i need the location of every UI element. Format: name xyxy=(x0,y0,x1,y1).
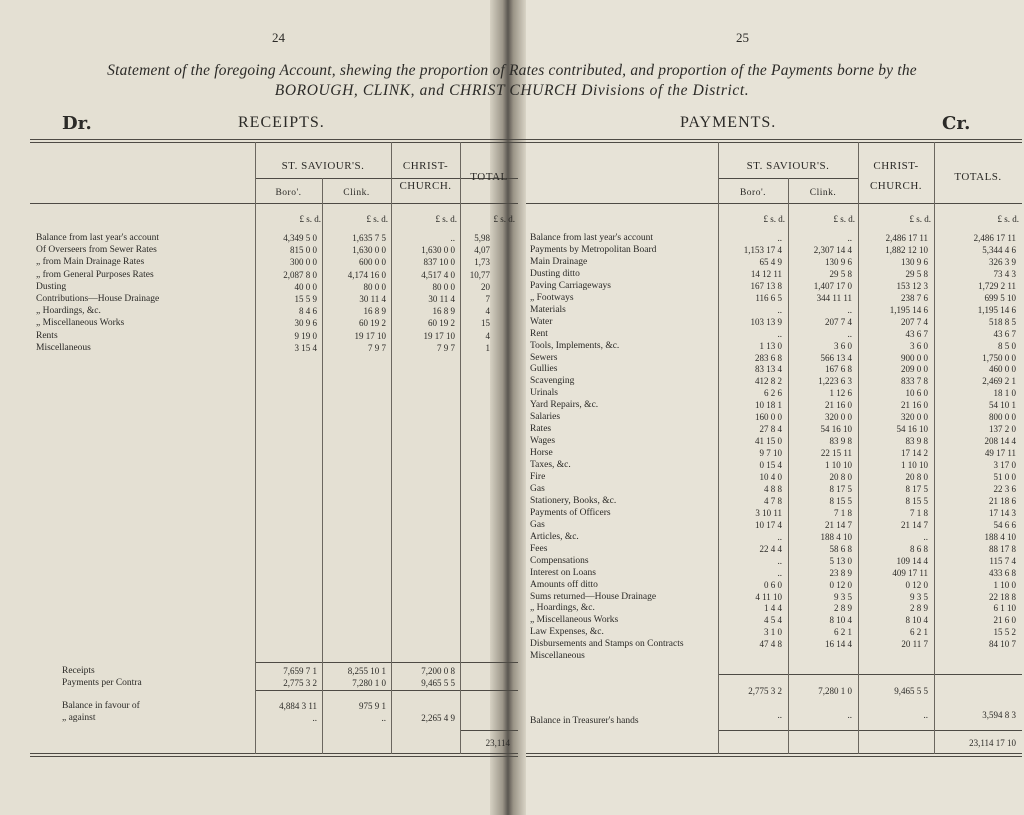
receipt-label: Rents xyxy=(36,330,58,341)
payment-boro: 167 13 8 xyxy=(750,280,782,291)
payment-label: Amounts off ditto xyxy=(530,579,598,590)
payment-boro: 412 8 2 xyxy=(755,376,782,387)
payment-clink: 1,223 6 3 xyxy=(818,376,852,387)
payment-total: 51 0 0 xyxy=(993,472,1016,482)
payment-clink: 21 14 7 xyxy=(825,519,852,530)
payment-clink: 1 12 6 xyxy=(829,388,852,399)
left-grand-total: 23,114 xyxy=(485,738,510,748)
payment-clink: 29 5 8 xyxy=(829,268,852,279)
payment-total: 460 0 0 xyxy=(989,364,1016,375)
right-page-number: 25 xyxy=(736,30,749,45)
payment-label: Balance from last year's account xyxy=(530,233,654,243)
receipt-label: „ Hoardings, &c. xyxy=(36,306,101,317)
christ-heading-left: CHRIST- xyxy=(402,160,449,172)
receipt-total: 20 xyxy=(481,281,490,292)
payment-clink: 3 6 0 xyxy=(834,340,852,351)
payment-boro: 10 4 0 xyxy=(759,472,782,482)
payment-clink: 20 8 0 xyxy=(829,472,852,482)
payment-christ: 8 15 5 xyxy=(905,495,928,506)
payment-christ: 409 17 11 xyxy=(892,567,928,578)
receipts-heading: RECEIPTS. xyxy=(238,114,325,131)
receipt-christ: 30 11 4 xyxy=(428,294,455,304)
payment-boro: .. xyxy=(777,233,782,243)
payment-summary-clink: .. xyxy=(847,710,852,720)
payment-clink: 130 9 6 xyxy=(825,256,852,267)
book-gutter xyxy=(490,0,526,815)
payment-total: 1 10 0 xyxy=(993,579,1016,590)
totals-heading-right: TOTALS. xyxy=(954,171,1002,183)
payment-label: Stationery, Books, &c. xyxy=(530,495,617,506)
receipt-total: 4 xyxy=(485,330,490,341)
receipt-label: Of Overseers from Sewer Rates xyxy=(36,245,157,256)
receipt-label: Dusting xyxy=(36,281,67,292)
payment-boro: 4 5 4 xyxy=(764,615,782,626)
receipt-total: 4,07 xyxy=(474,245,490,256)
receipt-total: 4 xyxy=(485,306,490,317)
payment-label: „ Footways xyxy=(530,292,574,303)
payment-clink: 2,307 14 4 xyxy=(813,244,852,255)
receipt-boro: 2,087 8 0 xyxy=(283,269,317,280)
payment-total: 1,729 2 11 xyxy=(978,280,1016,291)
receipt-clink: 1,635 7 5 xyxy=(352,233,386,243)
payment-label: Scavenging xyxy=(530,376,575,387)
payment-boro: 1,153 17 4 xyxy=(743,244,782,255)
payment-label: Materials xyxy=(530,304,566,315)
payment-total: 1,750 0 0 xyxy=(982,352,1016,363)
payment-label: Compensations xyxy=(530,555,589,566)
payment-label: Gas xyxy=(530,519,545,530)
payment-clink: 8 17 5 xyxy=(829,483,852,494)
payment-label: Yard Repairs, &c. xyxy=(530,400,599,411)
payment-boro: 22 4 4 xyxy=(759,543,782,554)
payment-christ: 153 12 3 xyxy=(896,280,928,291)
payment-total: 2,486 17 11 xyxy=(973,233,1016,243)
payment-christ: 109 14 4 xyxy=(896,555,928,566)
receipt-christ: 16 8 9 xyxy=(432,306,455,317)
receipt-summary-clink: 975 9 1 xyxy=(359,701,386,711)
left-page-number: 24 xyxy=(272,30,285,45)
payment-christ: 8 10 4 xyxy=(905,615,928,626)
receipt-christ: 60 19 2 xyxy=(428,318,455,329)
payment-christ: 8 17 5 xyxy=(905,483,928,494)
payment-christ: 3 6 0 xyxy=(910,340,928,351)
payment-summary-boro: 2,775 3 2 xyxy=(748,686,782,696)
payment-label: Tools, Implements, &c. xyxy=(530,340,620,351)
payment-summary-total: 3,594 8 3 xyxy=(982,710,1016,720)
receipt-boro: 9 19 0 xyxy=(294,330,317,341)
receipt-christ: 80 0 0 xyxy=(432,281,455,292)
receipt-boro: 300 0 0 xyxy=(290,257,317,268)
payment-clink: 2 8 9 xyxy=(834,603,852,614)
payment-total: 518 8 5 xyxy=(989,316,1016,327)
clink-heading-left: Clink. xyxy=(343,188,370,198)
payment-total: 22 18 8 xyxy=(989,591,1016,602)
payment-clink: 1,407 17 0 xyxy=(813,280,852,291)
left-header-bottom-rule xyxy=(30,203,518,204)
payment-label: Sewers xyxy=(530,352,558,363)
receipt-total: 15 xyxy=(481,318,490,329)
church-heading-left: CHURCH. xyxy=(399,180,452,192)
receipt-summary-label: Balance in favour of xyxy=(62,701,140,711)
receipt-christ: 1,630 0 0 xyxy=(421,245,455,256)
payment-total: 6 1 10 xyxy=(993,603,1016,614)
payment-summary-christ: .. xyxy=(923,710,928,720)
payment-clink: 22 15 11 xyxy=(820,448,852,459)
payment-summary-clink: 7,280 1 0 xyxy=(818,686,852,696)
payment-christ: 2,486 17 11 xyxy=(885,233,928,243)
units-label: £ s. d. xyxy=(493,214,515,224)
payment-total: 21 18 6 xyxy=(989,495,1016,506)
payments-heading: PAYMENTS. xyxy=(680,114,777,131)
left-bottom-rule-2 xyxy=(30,756,518,757)
top-rule-2 xyxy=(30,142,1022,143)
payment-boro: 3 10 11 xyxy=(755,507,782,518)
payment-label: Law Expenses, &c. xyxy=(530,627,604,638)
units-label: £ s. d. xyxy=(909,214,931,224)
payment-boro: 4 11 10 xyxy=(755,591,782,602)
payment-clink: 54 16 10 xyxy=(820,424,852,435)
payment-boro: .. xyxy=(777,531,782,542)
receipt-clink: 19 17 10 xyxy=(354,330,386,341)
receipt-label: Balance from last year's account xyxy=(36,233,160,243)
payment-label: Fees xyxy=(530,543,548,554)
payment-boro: .. xyxy=(777,567,782,578)
payment-label: Interest on Loans xyxy=(530,567,596,578)
payment-total: 326 3 9 xyxy=(989,256,1016,267)
payment-christ: 0 12 0 xyxy=(905,579,928,590)
payment-boro: .. xyxy=(777,555,782,566)
receipt-clink: 30 11 4 xyxy=(359,294,386,304)
receipt-summary-label: Receipts xyxy=(62,666,95,676)
payment-label: Articles, &c. xyxy=(530,531,579,542)
payment-label: Water xyxy=(530,316,553,327)
payment-christ: 17 14 2 xyxy=(901,448,928,459)
payment-clink: 7 1 8 xyxy=(834,507,852,518)
payment-total: 699 5 10 xyxy=(984,292,1016,303)
payment-total: 3 17 0 xyxy=(993,460,1016,471)
payment-clink: 83 9 8 xyxy=(829,436,852,447)
payment-label: Salaries xyxy=(530,412,561,423)
receipt-boro: 40 0 0 xyxy=(294,281,317,292)
left-bottom-rule xyxy=(30,753,518,754)
payment-label: Payments by Metropolitan Board xyxy=(530,244,657,255)
payment-total: 84 10 7 xyxy=(989,639,1016,650)
receipt-label: „ from General Purposes Rates xyxy=(36,269,154,280)
payment-boro: 160 0 0 xyxy=(755,412,782,423)
statement-title: Statement of the foregoing Account, shewing the proportion of Rates contributed, and proportion of the Payments borne by the xyxy=(107,62,917,79)
right-grand-total: 23,114 17 10 xyxy=(969,738,1016,748)
receipt-summary-clink: 7,280 1 0 xyxy=(352,678,386,688)
payment-christ: 1,195 14 6 xyxy=(889,304,928,315)
total-heading-left: TOTAL xyxy=(470,171,508,183)
receipt-summary-christ: 9,465 5 5 xyxy=(421,678,455,688)
payment-clink: 320 0 0 xyxy=(825,412,852,423)
payment-boro: 10 18 1 xyxy=(755,400,782,411)
payment-christ: 2 8 9 xyxy=(910,603,928,614)
payment-label: Urinals xyxy=(530,388,558,399)
payment-total: 17 14 3 xyxy=(989,507,1016,518)
receipt-summary-clink: .. xyxy=(381,713,386,723)
payment-christ: 209 0 0 xyxy=(901,364,928,375)
payment-christ: 1 10 10 xyxy=(901,460,928,471)
payment-total: 18 1 0 xyxy=(993,388,1016,399)
receipt-summary-label: Payments per Contra xyxy=(62,678,142,688)
payment-label: Fire xyxy=(530,472,546,482)
payment-total: 115 7 4 xyxy=(989,555,1016,566)
payment-label: Horse xyxy=(530,448,553,459)
st-saviours-heading-right: ST. SAVIOUR'S. xyxy=(746,160,830,172)
receipt-summary-christ: 2,265 4 9 xyxy=(421,713,455,723)
units-label: £ s. d. xyxy=(299,214,321,224)
receipt-label: „ Miscellaneous Works xyxy=(36,318,125,329)
receipt-total: 10,77 xyxy=(469,269,490,280)
payment-clink: 8 10 4 xyxy=(829,615,852,626)
payment-clink: 9 3 5 xyxy=(834,591,852,602)
receipt-summary-clink: 8,255 10 1 xyxy=(347,666,386,676)
payment-label: Paving Carriageways xyxy=(530,280,611,291)
right-header-bottom-rule xyxy=(526,203,1022,204)
payment-christ: 207 7 4 xyxy=(901,316,928,327)
payment-boro: 47 4 8 xyxy=(759,639,782,650)
payment-christ: 8 6 8 xyxy=(910,543,928,554)
receipt-label: „ from Main Drainage Rates xyxy=(36,257,145,268)
receipt-clink: 1,630 0 0 xyxy=(352,245,386,256)
payment-label: Rent xyxy=(530,328,548,339)
payment-boro: 4 8 8 xyxy=(764,483,782,494)
payment-christ: 6 2 1 xyxy=(910,627,928,638)
payment-summary-boro: .. xyxy=(777,710,782,720)
payment-label: Miscellaneous xyxy=(530,651,585,662)
payment-total: 137 2 0 xyxy=(989,424,1016,435)
receipt-summary-boro: .. xyxy=(312,713,317,723)
payment-boro: 6 2 6 xyxy=(764,388,782,399)
payment-label: Payments of Officers xyxy=(530,507,611,518)
payment-clink: 566 13 4 xyxy=(820,352,852,363)
payment-christ: 900 0 0 xyxy=(901,352,928,363)
receipt-label: Contributions—House Drainage xyxy=(36,294,160,304)
dr-label: Dr. xyxy=(62,113,92,134)
church-heading-right: CHURCH. xyxy=(869,180,923,192)
payment-christ: 43 6 7 xyxy=(905,328,928,339)
top-rule xyxy=(30,139,1022,140)
payment-label: Main Drainage xyxy=(530,256,588,267)
receipt-clink: 600 0 0 xyxy=(359,257,386,268)
payment-label: „ Miscellaneous Works xyxy=(530,615,619,626)
payment-boro: 83 13 4 xyxy=(755,364,782,375)
receipt-clink: 7 9 7 xyxy=(368,342,386,353)
payment-boro: 103 13 9 xyxy=(750,316,782,327)
payment-christ: 130 9 6 xyxy=(901,256,928,267)
payment-christ: 83 9 8 xyxy=(905,436,928,447)
payment-boro: 283 6 8 xyxy=(755,352,782,363)
receipt-clink: 16 8 9 xyxy=(363,306,386,317)
units-label: £ s. d. xyxy=(435,214,457,224)
receipt-boro: 30 9 6 xyxy=(294,318,317,329)
payment-christ: 20 11 7 xyxy=(901,639,928,650)
payment-boro: 4 7 8 xyxy=(764,495,782,506)
payment-boro: 3 1 0 xyxy=(764,627,782,638)
payment-clink: 8 15 5 xyxy=(829,495,852,506)
left-receipts-rule xyxy=(255,662,518,663)
payment-christ: 21 14 7 xyxy=(901,519,928,530)
payment-clink: 167 6 8 xyxy=(825,364,852,375)
payment-total: 43 6 7 xyxy=(993,328,1016,339)
payment-total: 22 3 6 xyxy=(993,483,1016,494)
payment-clink: 344 11 11 xyxy=(816,292,852,303)
payment-boro: 41 15 0 xyxy=(755,436,782,447)
payment-christ: 7 1 8 xyxy=(910,507,928,518)
payment-boro: .. xyxy=(777,304,782,315)
payment-label: Sums returned—House Drainage xyxy=(530,591,657,602)
payment-total: 21 6 0 xyxy=(993,615,1016,626)
payment-label: Gas xyxy=(530,483,545,494)
right-total-rule-top xyxy=(718,730,1022,731)
payment-boro: 14 12 11 xyxy=(750,268,782,279)
payment-christ: 238 7 6 xyxy=(901,292,928,303)
receipt-christ: 19 17 10 xyxy=(423,330,455,341)
payment-total: 8 5 0 xyxy=(998,340,1016,351)
payment-christ: 54 16 10 xyxy=(896,424,928,435)
receipt-christ: 837 10 0 xyxy=(423,257,455,268)
payment-clink: 23 8 9 xyxy=(829,567,852,578)
payment-clink: .. xyxy=(847,233,852,243)
payment-total: 800 0 0 xyxy=(989,412,1016,423)
payment-label: Rates xyxy=(530,424,552,435)
st-saviours-heading-left: ST. SAVIOUR'S. xyxy=(281,160,365,172)
receipt-summary-christ: 7,200 0 8 xyxy=(421,666,455,676)
payment-clink: .. xyxy=(847,328,852,339)
payment-boro: 65 4 9 xyxy=(759,256,782,267)
units-label: £ s. d. xyxy=(997,214,1019,224)
payment-boro: 1 4 4 xyxy=(764,603,782,614)
payment-christ: 833 7 8 xyxy=(901,376,928,387)
christ-heading-right: CHRIST- xyxy=(873,160,919,172)
receipt-christ: .. xyxy=(450,233,455,243)
payment-boro: 0 15 4 xyxy=(759,460,782,471)
units-label: £ s. d. xyxy=(833,214,855,224)
payment-clink: 58 6 8 xyxy=(829,543,852,554)
receipt-summary-label: „ against xyxy=(62,713,96,723)
payment-clink: 1 10 10 xyxy=(825,460,852,471)
payment-summary-christ: 9,465 5 5 xyxy=(894,686,928,696)
receipt-summary-boro: 7,659 7 1 xyxy=(283,666,317,676)
payment-total: 49 17 11 xyxy=(984,448,1016,459)
receipt-total: 5,98 xyxy=(474,233,490,243)
receipt-boro: 15 5 9 xyxy=(294,294,317,304)
payment-total: 5,344 4 6 xyxy=(982,244,1016,255)
payment-total: 15 5 2 xyxy=(993,627,1016,638)
payment-christ: 21 16 0 xyxy=(901,400,928,411)
units-label: £ s. d. xyxy=(366,214,388,224)
payment-christ: 320 0 0 xyxy=(901,412,928,423)
payment-boro: 116 6 5 xyxy=(755,292,782,303)
payment-total: 2,469 2 1 xyxy=(982,376,1016,387)
receipt-total: 1,73 xyxy=(474,257,490,268)
right-bottom-rule-2 xyxy=(526,756,1022,757)
payment-boro: 0 6 0 xyxy=(764,579,782,590)
receipt-boro: 4,349 5 0 xyxy=(283,233,317,243)
payment-boro: 1 13 0 xyxy=(759,340,782,351)
payment-total: 54 6 6 xyxy=(993,519,1016,530)
payment-clink: 21 16 0 xyxy=(825,400,852,411)
receipt-summary-boro: 4,884 3 11 xyxy=(279,701,317,711)
receipt-clink: 60 19 2 xyxy=(359,318,386,329)
payment-clink: 207 7 4 xyxy=(825,316,852,327)
payment-label: „ Hoardings, &c. xyxy=(530,603,595,614)
receipt-boro: 3 15 4 xyxy=(294,342,317,353)
left-total-rule-top xyxy=(460,730,518,731)
payment-total: 433 6 8 xyxy=(989,567,1016,578)
boro-heading-left: Boro'. xyxy=(275,188,302,198)
right-summary-rule xyxy=(718,674,1022,675)
payment-christ: 9 3 5 xyxy=(910,591,928,602)
receipt-christ: 7 9 7 xyxy=(437,342,455,353)
payment-total: 1,195 14 6 xyxy=(977,304,1016,315)
payment-christ: 1,882 12 10 xyxy=(885,244,928,255)
payment-clink: 6 2 1 xyxy=(834,627,852,638)
receipt-label: Miscellaneous xyxy=(36,342,91,353)
payment-total: 208 14 4 xyxy=(984,436,1016,447)
receipt-christ: 4,517 4 0 xyxy=(421,269,455,280)
clink-heading-right: Clink. xyxy=(809,188,837,198)
receipt-boro: 8 4 6 xyxy=(299,306,317,317)
payment-clink: 188 4 10 xyxy=(820,531,852,542)
payment-total: 88 17 8 xyxy=(989,543,1016,554)
payment-label: Dusting ditto xyxy=(530,268,580,279)
payment-christ: 29 5 8 xyxy=(905,268,928,279)
payment-label: Disbursements and Stamps on Contracts xyxy=(530,639,684,650)
payment-total: 54 10 1 xyxy=(989,400,1016,411)
receipt-clink: 4,174 16 0 xyxy=(347,269,386,280)
receipt-boro: 815 0 0 xyxy=(290,245,317,256)
receipt-clink: 80 0 0 xyxy=(363,281,386,292)
payment-clink: 16 14 4 xyxy=(825,639,852,650)
payment-christ: .. xyxy=(923,531,928,542)
payment-label: Wages xyxy=(530,436,556,447)
payment-boro: 27 8 4 xyxy=(759,424,782,435)
payment-total: 73 4 3 xyxy=(993,268,1016,279)
payment-clink: .. xyxy=(847,304,852,315)
payment-boro: .. xyxy=(777,328,782,339)
cr-label: Cr. xyxy=(942,113,971,134)
payment-clink: 0 12 0 xyxy=(829,579,852,590)
payment-summary-label: Balance in Treasurer's hands xyxy=(530,716,639,726)
left-balance-rule xyxy=(255,690,518,691)
receipt-total: 1 xyxy=(485,342,490,353)
payment-christ: 10 6 0 xyxy=(905,388,928,399)
payment-boro: 10 17 4 xyxy=(755,519,782,530)
payment-boro: 9 7 10 xyxy=(759,448,782,459)
payment-clink: 5 13 0 xyxy=(829,555,852,566)
payment-label: Gullies xyxy=(530,364,558,375)
boro-heading-right: Boro'. xyxy=(739,188,767,198)
payment-christ: 20 8 0 xyxy=(905,472,928,482)
receipt-total: 7 xyxy=(485,294,490,304)
statement-subtitle: BOROUGH, CLINK, and CHRIST CHURCH Divisions of the District. xyxy=(274,82,750,99)
payment-label: Taxes, &c. xyxy=(530,460,571,471)
units-label: £ s. d. xyxy=(763,214,785,224)
receipt-summary-boro: 2,775 3 2 xyxy=(283,678,317,688)
payment-total: 188 4 10 xyxy=(984,531,1016,542)
right-bottom-rule xyxy=(526,753,1022,754)
